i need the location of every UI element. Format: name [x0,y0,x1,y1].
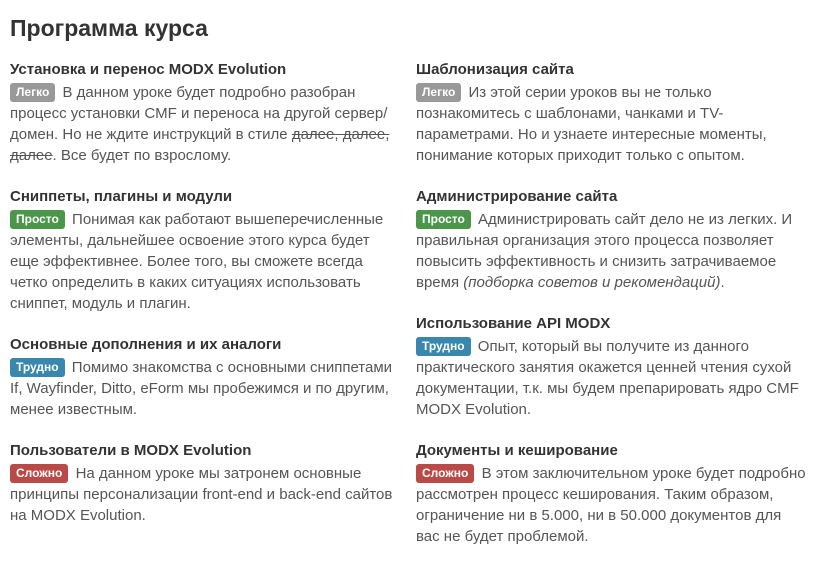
course-section [10,60,400,166]
difficulty-badge: Трудно [416,337,471,356]
left-column [10,60,400,568]
difficulty-badge: Сложно [10,464,68,483]
section-title: Использование API MODX [416,315,611,332]
text-segment: далее, далее, далее [10,126,390,164]
course-section [10,335,400,420]
section-title: Сниппеты, плагины и модули [10,188,233,205]
course-section [10,441,400,526]
difficulty-badge: Легко [416,83,461,102]
section-title: Документы и кеширование [416,442,618,459]
course-section [416,60,806,166]
section-title: Установка и перенос MODX Evolution [10,61,287,78]
text-segment: На данном уроке мы затронем основные принципы персонализации front-end и back-end сайтов на MODX Evolution. [10,465,393,524]
difficulty-badge: Просто [10,210,65,229]
difficulty-badge: Легко [10,83,55,102]
section-title: Основные дополнения и их аналоги [10,336,282,353]
course-section [416,187,806,293]
section-description [416,463,806,547]
course-section [416,314,806,420]
text-segment: (подборка советов и рекомендаций) [463,274,721,291]
text-segment: Администрировать сайт дело не из легких. И правильная организация этого процесса позволяет повысить эффективность и снизить затрачиваемое время [416,211,793,291]
difficulty-badge: Сложно [416,464,474,483]
difficulty-badge: Трудно [10,358,65,377]
section-title: Шаблонизация сайта [416,61,574,78]
text-segment: В этом заключительном уроке будет подробно рассмотрен процесс кеширования. Таким образом, ограничение ни в 5.000, ни в 50.000 документов для вас не будет проблемой. [416,465,806,545]
text-segment: . Все будет по взрослому. [52,147,232,164]
course-columns [10,60,816,568]
section-title: Администрирование сайта [416,188,618,205]
text-segment: Из этой серии уроков вы не только познакомитесь с шаблонами, чанками и TV-параметрами. Но и узнаете интересные моменты, понимание которых приходит только с опытом. [416,84,767,164]
course-section [416,441,806,547]
course-section [10,187,400,314]
difficulty-badge: Просто [416,210,471,229]
section-description [10,209,400,314]
text-segment: Помимо знакомства с основными сниппетами If, Wayfinder, Ditto, eForm мы пробежимся и по другим, менее известным. [10,359,393,418]
section-description [10,463,400,526]
section-description [10,82,400,166]
section-description [10,357,400,420]
right-column [416,60,806,568]
text-segment: Опыт, который вы получите из данного практического занятия окажется ценней чтения сухой документации, т.к. мы будем препарировать ядро CMF MODX Evolution. [416,338,799,418]
text-segment: Понимая как работают вышеперечисленные элементы, дальнейшее освоение этого курса будет еще эффективнее. Более того, вы сможете всегда четко определить в каких ситуациях использовать сниппет, модуль и плагин. [10,211,384,312]
text-segment: В данном уроке будет подробно разобран процесс установки CMF и переноса на другой сервер/домен. Но не ждите инструкций в стиле [10,84,388,143]
page-title: Программа курса [10,15,208,41]
section-description [416,209,806,293]
text-segment: . [720,274,725,291]
section-title: Пользователи в MODX Evolution [10,442,252,459]
section-description [416,336,806,420]
section-description [416,82,806,166]
